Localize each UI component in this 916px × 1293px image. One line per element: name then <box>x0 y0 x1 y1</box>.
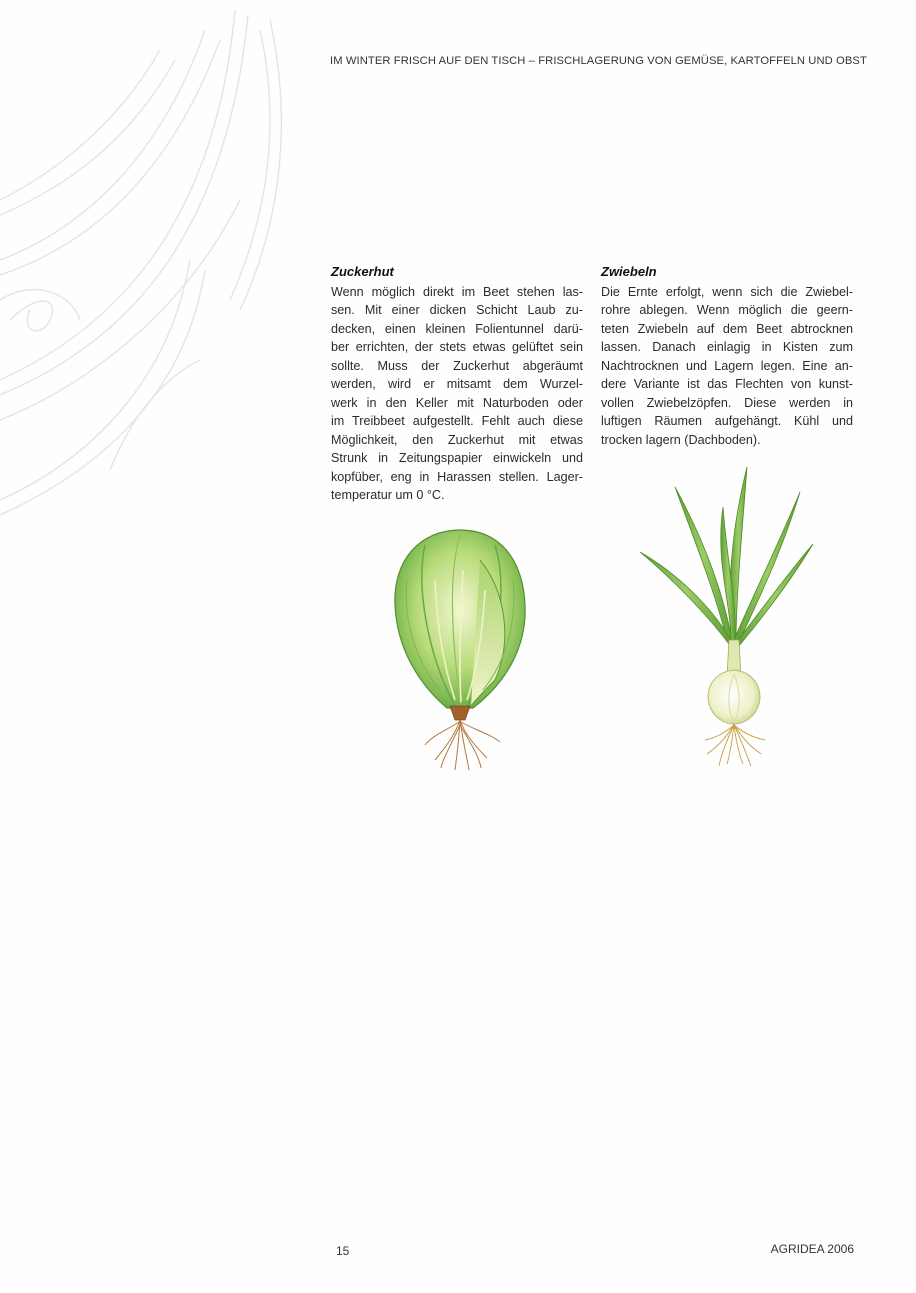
body-line: Möglichkeit, den Zuckerhut mit etwas <box>331 432 583 447</box>
decorative-ornament <box>0 0 300 520</box>
body-line: lassen. Danach einlagig in Kisten zum <box>601 340 853 354</box>
onion-illustration <box>635 462 820 772</box>
body-line: kopfüber, eng in Harassen stellen. Lager- <box>331 469 583 484</box>
body-line: werk in den Keller mit Naturboden oder <box>331 395 583 410</box>
page-number: 15 <box>336 1244 350 1258</box>
sugarloaf-chicory-illustration <box>385 520 535 775</box>
section-zwiebeln <box>601 263 853 449</box>
body-line: werden, wird er mitsamt dem Wurzel- <box>331 377 583 391</box>
body-line: sollte. Muss der Zuckerhut abgeräumt <box>331 358 583 373</box>
body-line: sen. Mit einer dicken Schicht Laub zu- <box>331 303 583 317</box>
section-heading: Zuckerhut <box>331 264 394 279</box>
body-line: Die Ernte erfolgt, wenn sich die Zwiebel- <box>601 284 853 299</box>
body-line: teten Zwiebeln auf dem Beet abtrocknen <box>601 321 853 336</box>
body-line: Nachtrocknen und Lagern legen. Eine an- <box>601 358 853 373</box>
body-line: im Treibbeet aufgestellt. Fehlt auch diese <box>331 414 583 428</box>
body-line: ber errichten, der stets etwas gelüftet sein <box>331 340 583 354</box>
section-heading: Zwiebeln <box>601 264 657 279</box>
body-line: luftigen Räumen aufgehängt. Kühl und <box>601 414 853 428</box>
body-line: trocken lagern (Dachboden). <box>601 432 761 447</box>
body-line: vollen Zwiebelzöpfen. Diese werden in <box>601 395 853 410</box>
section-zuckerhut <box>331 263 583 505</box>
body-line: decken, einen kleinen Folientunnel darü- <box>331 321 583 336</box>
body-line: Strunk in Zeitungspapier einwickeln und <box>331 451 583 465</box>
body-line: temperatur um 0 °C. <box>331 488 445 502</box>
running-header: IM WINTER FRISCH AUF DEN TISCH – FRISCHLAGERUNG VON GEMÜSE, KARTOFFELN UND OBST <box>330 55 867 67</box>
body-line: rohre ablegen. Wenn möglich die geern- <box>601 303 853 317</box>
body-line: dere Variante ist das Flechten von kunst- <box>601 377 853 391</box>
publisher-footer: AGRIDEA 2006 <box>770 1242 854 1256</box>
body-line: Wenn möglich direkt im Beet stehen las- <box>331 284 583 299</box>
